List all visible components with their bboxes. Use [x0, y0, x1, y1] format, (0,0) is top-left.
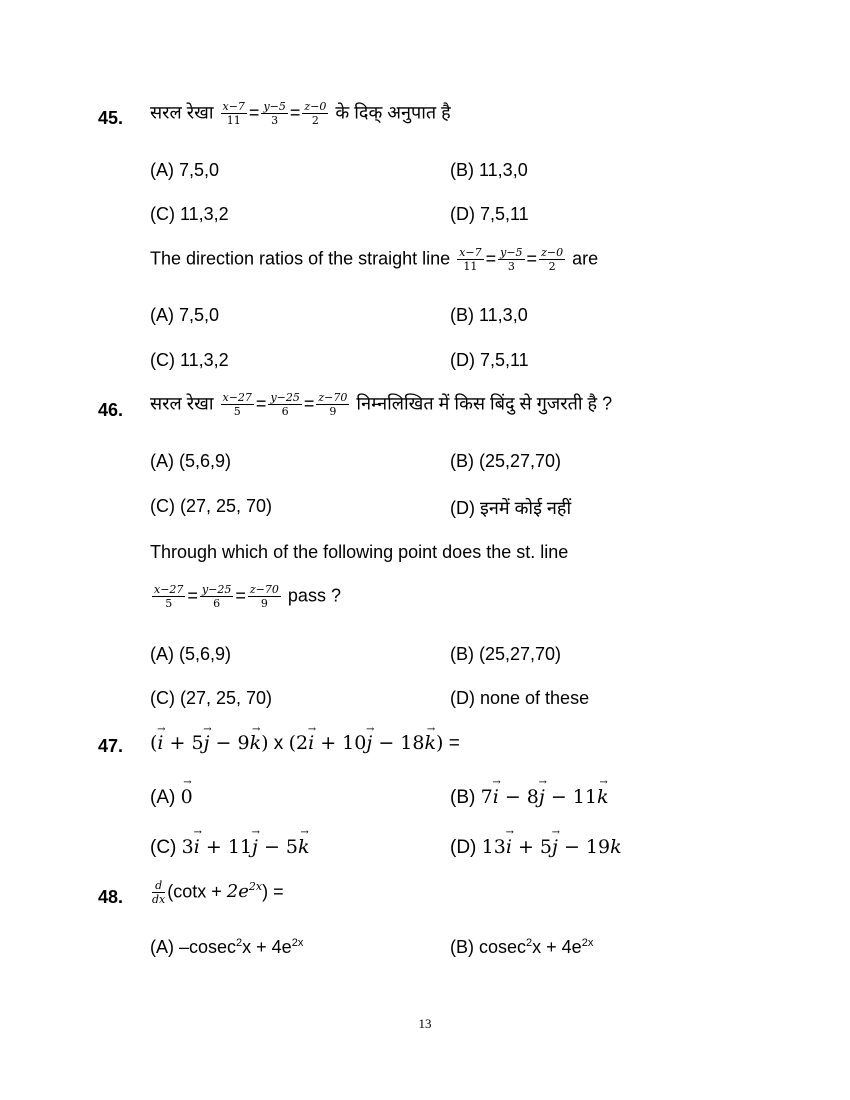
q45-en-frac-x: $\frac{x-7}{11}$	[459, 246, 482, 273]
q45-hindi-option-a: (A) 7,5,0	[150, 160, 220, 180]
q45-english-option-a: (A) 7,5,0	[150, 305, 220, 325]
q45-english-option-b: (B) 11,3,0	[450, 305, 528, 325]
question-48-expression: $\frac{d}{dx}$ $(\cot x + 2e^{2x})$ =	[152, 879, 284, 906]
q48-option-b: (B) $cosec^2x + 4e^{2x}$	[450, 937, 594, 957]
q45-english-option-d: (D) 7,5,11	[450, 350, 529, 370]
q46-hindi-prefix: सरल रेखा	[150, 393, 214, 414]
q47-option-b: (B) 7i → − 8j → − 11k →	[450, 786, 608, 809]
q45-hindi-suffix: के दिक् अनुपात है	[335, 102, 451, 123]
q46-english-option-b: (B) (25,27,70)	[450, 644, 562, 664]
q46-hindi-option-d: (D) इनमें कोई नहीं	[450, 498, 572, 518]
question-46-english-line1: Through which of the following point does the st. line	[150, 542, 569, 562]
question-number-45: 45.	[98, 108, 124, 128]
q46-hindi-suffix: निम्नलिखित में किस बिंदु से गुजरती है ?	[356, 393, 613, 414]
q45-hindi-option-d: (D) 7,5,11	[450, 204, 529, 224]
q46-en-frac-y: $\frac{y-25}{6}$	[201, 583, 232, 610]
question-45-english: The direction ratios of the straight line $\frac{x-7}{11}$ = $\frac{y-5}{3}$ = $\frac{z-0}{2}$ are	[150, 246, 599, 273]
question-46-hindi: सरल रेखा $\frac{x-27}{5}$ = $\frac{y-25}{6}$ = $\frac{z-70}{9}$ निम्नलिखित में किस बिंदु से गुजरती है ?	[150, 391, 613, 418]
question-45-hindi: सरल रेखा $\frac{x-7}{11}$ = $\frac{y-5}{3}$ = $\frac{z-0}{2}$ के दिक् अनुपात है	[150, 100, 451, 127]
q45-en-frac-z: $\frac{z-0}{2}$	[541, 246, 564, 273]
q46-hindi-option-c: (C) (27, 25, 70)	[150, 496, 273, 516]
q45-hindi-option-b: (B) 11,3,0	[450, 160, 528, 180]
q46-english-option-c: (C) (27, 25, 70)	[150, 688, 273, 708]
question-47-expression: (i → + 5j → − 9k →) x (2i → + 10j → − 18k →) =	[150, 734, 460, 753]
q46-frac-x: $\frac{x-27}{5}$	[222, 391, 252, 418]
q46-english-option-d: (D) none of these	[450, 688, 590, 708]
q45-hindi-prefix: सरल रेखा	[150, 102, 214, 123]
q46-english-suffix: pass ?	[287, 585, 341, 606]
q47-option-a: (A) 0 →	[150, 786, 193, 809]
q46-frac-z: $\frac{z-70}{9}$	[318, 391, 348, 418]
q45-frac-y: $\frac{y-5}{3}$	[263, 100, 286, 127]
q45-english-option-c: (C) 11,3,2	[150, 350, 229, 370]
q46-en-frac-x: $\frac{x-27}{5}$	[154, 583, 184, 610]
q47-option-d: (D) 13i → + 5j → − 19k	[450, 836, 622, 859]
q46-hindi-option-a: (A) (5,6,9)	[150, 451, 232, 471]
q45-hindi-option-c: (C) 11,3,2	[150, 204, 229, 224]
q46-english-option-a: (A) (5,6,9)	[150, 644, 232, 664]
q48-derivative: $\frac{d}{dx}$	[152, 879, 166, 906]
q47-equals: =	[448, 733, 460, 754]
page-number: 13	[418, 1016, 432, 1031]
q48-option-a: (A) $-cosec^2x + 4e^{2x}$	[150, 937, 304, 957]
question-46-english-line2: $\frac{x-27}{5}$ = $\frac{y-25}{6}$ = $\frac{z-70}{9}$ pass ?	[154, 583, 341, 610]
q45-frac-z: $\frac{z-0}{2}$	[304, 100, 327, 127]
q46-hindi-option-b: (B) (25,27,70)	[450, 451, 562, 471]
q47-option-c: (C) 3i → + 11j → − 5k →	[150, 836, 310, 859]
q45-frac-x: $\frac{x-7}{11}$	[222, 100, 245, 127]
q46-frac-y: $\frac{y-25}{6}$	[270, 391, 300, 418]
q45-english-suffix: are	[572, 248, 599, 269]
question-number-47: 47.	[98, 736, 124, 756]
q45-english-prefix: The direction ratios of the straight line	[150, 248, 451, 269]
q45-en-frac-y: $\frac{y-5}{3}$	[500, 246, 523, 273]
question-number-48: 48.	[98, 887, 124, 907]
question-number-46: 46.	[98, 400, 124, 420]
q46-en-frac-z: $\frac{z-70}{9}$	[249, 583, 279, 610]
